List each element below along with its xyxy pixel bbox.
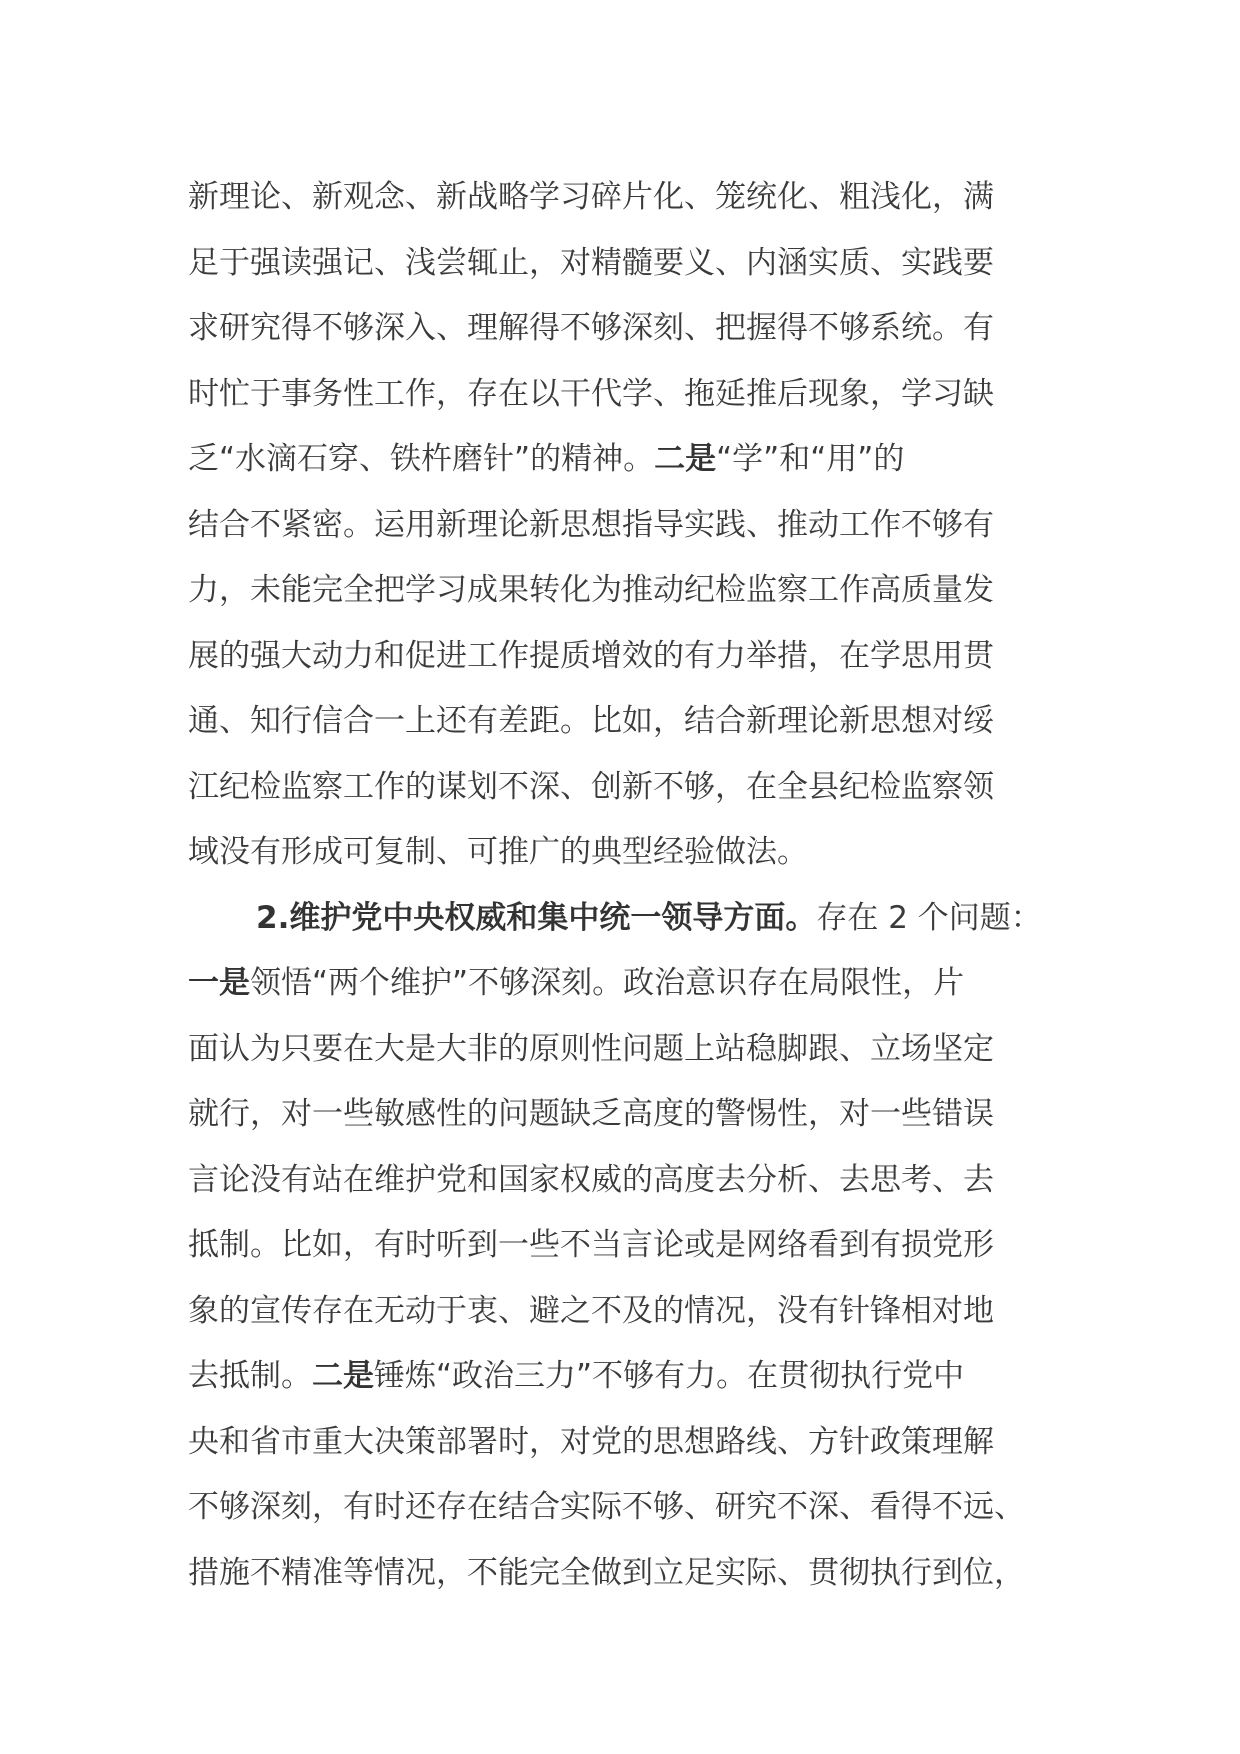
text-line: 措施不精准等情况，不能完全做到立足实际、贯彻执行到位， xyxy=(188,1554,1025,1591)
section-heading: 2.维护党中央权威和集中统一领导方面。 xyxy=(256,899,817,936)
text-line: 言论没有站在维护党和国家权威的高度去分析、去思考、去 xyxy=(188,1161,994,1198)
bold-marker: 一是 xyxy=(188,965,250,1001)
text-line: 象的宣传存在无动于衷、避之不及的情况，没有针锋相对地 xyxy=(188,1292,994,1329)
text-line: 央和省市重大决策部署时，对党的思想路线、方针政策理解 xyxy=(188,1423,994,1460)
text-line: 通、知行信合一上还有差距。比如，结合新理论新思想对绥 xyxy=(188,703,994,739)
text-line: 就行，对一些敏感性的问题缺乏高度的警惕性，对一些错误 xyxy=(188,1096,994,1132)
text-line: 足于强读强记、浅尝辄止，对精髓要义、内涵实质、实践要 xyxy=(188,244,994,281)
text-line: 展的强大动力和促进工作提质增效的有力举措，在学思用贯 xyxy=(188,637,994,674)
section-heading-line: 2.维护党中央权威和集中统一领导方面。存在 2 个问题： xyxy=(256,899,1042,936)
text-line: 乏“水滴石穿、铁杵磨针”的精神。二是“学”和“用”的 xyxy=(188,441,905,477)
body-text xyxy=(188,165,1068,1606)
text-line: 面认为只要在大是大非的原则性问题上站稳脚跟、立场坚定 xyxy=(188,1030,994,1067)
text-line: 去抵制。二是锤炼“政治三力”不够有力。在贯彻执行党中 xyxy=(188,1358,965,1394)
bold-marker: 二是 xyxy=(654,441,717,477)
text-line: 不够深刻，有时还存在结合实际不够、研究不深、看得不远、 xyxy=(188,1489,1025,1525)
text-line: 新理论、新观念、新战略学习碎片化、笼统化、粗浅化，满 xyxy=(188,179,994,215)
text-line: 一是领悟“两个维护”不够深刻。政治意识存在局限性，片 xyxy=(188,965,965,1001)
text-line: 时忙于事务性工作，存在以干代学、拖延推后现象，学习缺 xyxy=(188,375,994,412)
text-line: 力，未能完全把学习成果转化为推动纪检监察工作高质量发 xyxy=(188,572,994,608)
bold-marker: 二是 xyxy=(312,1358,374,1394)
text-line: 求研究得不够深入、理解得不够深刻、把握得不够系统。有 xyxy=(188,310,994,346)
text-line: 域没有形成可复制、可推广的典型经验做法。 xyxy=(188,834,808,870)
text-line: 抵制。比如，有时听到一些不当言论或是网络看到有损党形 xyxy=(188,1227,994,1263)
text-line: 江纪检监察工作的谋划不深、创新不够，在全县纪检监察领 xyxy=(188,768,994,805)
text-line: 结合不紧密。运用新理论新思想指导实践、推动工作不够有 xyxy=(188,506,994,543)
